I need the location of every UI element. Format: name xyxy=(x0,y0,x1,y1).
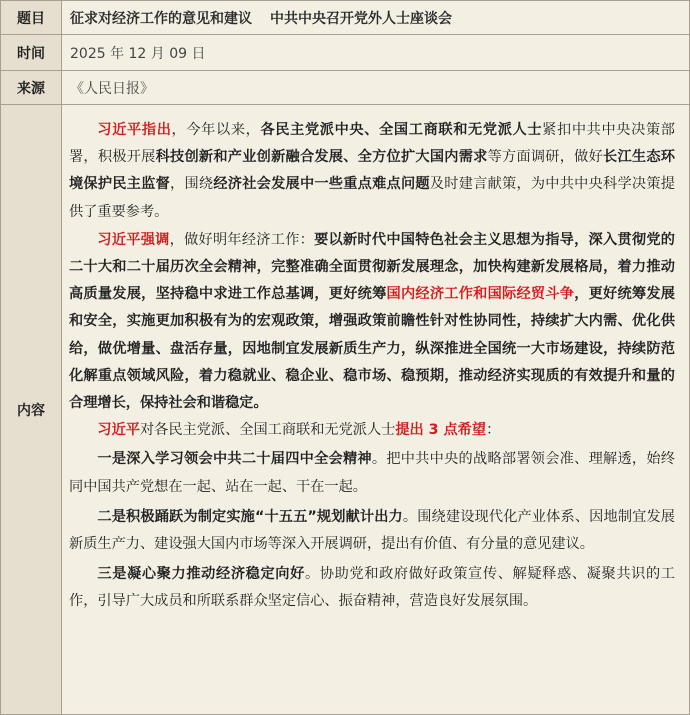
content-row xyxy=(1,105,689,714)
paragraph-4 xyxy=(69,446,675,500)
time-row xyxy=(1,35,689,71)
title-row xyxy=(1,1,689,35)
text-span: 等方面调研，做好 xyxy=(487,149,604,166)
title-value xyxy=(62,1,689,34)
speaker-highlight: 习近平 xyxy=(97,422,140,439)
text-span: 及时建言献策，为中共中央科学决策提供了重要参考。 xyxy=(69,176,675,220)
text-span: ，做好明年经济工作： xyxy=(169,231,315,248)
bold-span: 科技创新和产业创新融合发展、全方位扩大国内需求 xyxy=(155,149,488,166)
text-span: ，今年以来， xyxy=(171,122,261,138)
title-text-sub: 中共中央召开党外人士座谈会 xyxy=(270,10,452,27)
speaker-highlight: 习近平强调 xyxy=(97,231,170,248)
time-label: 时间 xyxy=(1,35,62,70)
paragraph-6 xyxy=(69,561,675,615)
paragraph-1 xyxy=(69,117,675,226)
text-span: 对各民主党派、全国工商联和无党派人士 xyxy=(139,422,396,439)
source-label: 来源 xyxy=(1,71,62,104)
bold-span: 要以新时代中国特色社会主义思想为指导，深入贯彻党的二十大和二十届历次全会精神，完整准确全面贯彻新发展理念，加快构建新发展格局，着力推动高质量发展，坚持稳中求进工作总基调，更好统筹 xyxy=(69,231,675,303)
text-span: 。协助党和政府做好政策宣传、解疑释惑、凝聚共识的工作，引导广大成员和所联系群众坚定信心、振奋精神，营造良好发展氛围。 xyxy=(69,566,675,610)
title-text-main: 征求对经济工作的意见和建议 xyxy=(70,10,252,27)
red-highlight: 提出 3 点希望 xyxy=(395,422,487,439)
text-span: 紧扣中共中央决策部署，积极开展 xyxy=(69,122,675,166)
paragraph-2 xyxy=(69,227,675,417)
bold-span: 经济社会发展中一些重点难点问题 xyxy=(213,176,430,193)
text-span: 。把中共中央的战略部署领会准、理解透，始终同中国共产党想在一起、站在一起、干在一起。 xyxy=(69,451,675,495)
point-heading: 一是深入学习领会中共二十届四中全会精神 xyxy=(97,451,372,468)
point-heading: 三是凝心聚力推动经济稳定向好 xyxy=(97,566,305,583)
paragraph-5 xyxy=(69,504,675,558)
text-span: 。围绕建设现代化产业体系、因地制宜发展新质生产力、建设强大国内市场等深入开展调研，提出有价值、有分量的意见建议。 xyxy=(69,508,675,553)
text-span: ： xyxy=(486,422,501,439)
paragraph-3 xyxy=(69,417,675,444)
source-row xyxy=(1,71,689,105)
bold-span: 长江生态环境保护民主监督 xyxy=(69,149,675,193)
content-label: 内容 xyxy=(1,105,62,714)
content-body xyxy=(62,105,689,714)
bold-span: ，更好统筹发展和安全，实施更加积极有为的宏观政策，增强政策前瞻性针对性协同性，持续扩大内需、优化供给，做优增量、盘活存量，因地制宜发展新质生产力，纵深推进全国统一大市场建设，持续防范化解重点领域风险，着力稳就业、稳企业、稳市场、稳预期，推动经济实现质的有效提升和量的合理增长，保持社会和谐稳定。 xyxy=(69,286,675,412)
time-value: 2025 年 12 月 09 日 xyxy=(70,45,206,62)
bold-span: 各民主党派中央、全国工商联和无党派人士 xyxy=(260,122,543,138)
source-value: 《人民日报》 xyxy=(70,80,154,97)
point-heading: 二是积极踊跃为制定实施“十五五”规划献计出力 xyxy=(97,508,403,525)
speaker-highlight: 习近平指出 xyxy=(97,122,172,138)
red-highlight: 国内经济工作和国际经贸斗争 xyxy=(386,286,575,303)
title-label: 题目 xyxy=(1,1,62,34)
text-span: ，围绕 xyxy=(170,176,214,193)
